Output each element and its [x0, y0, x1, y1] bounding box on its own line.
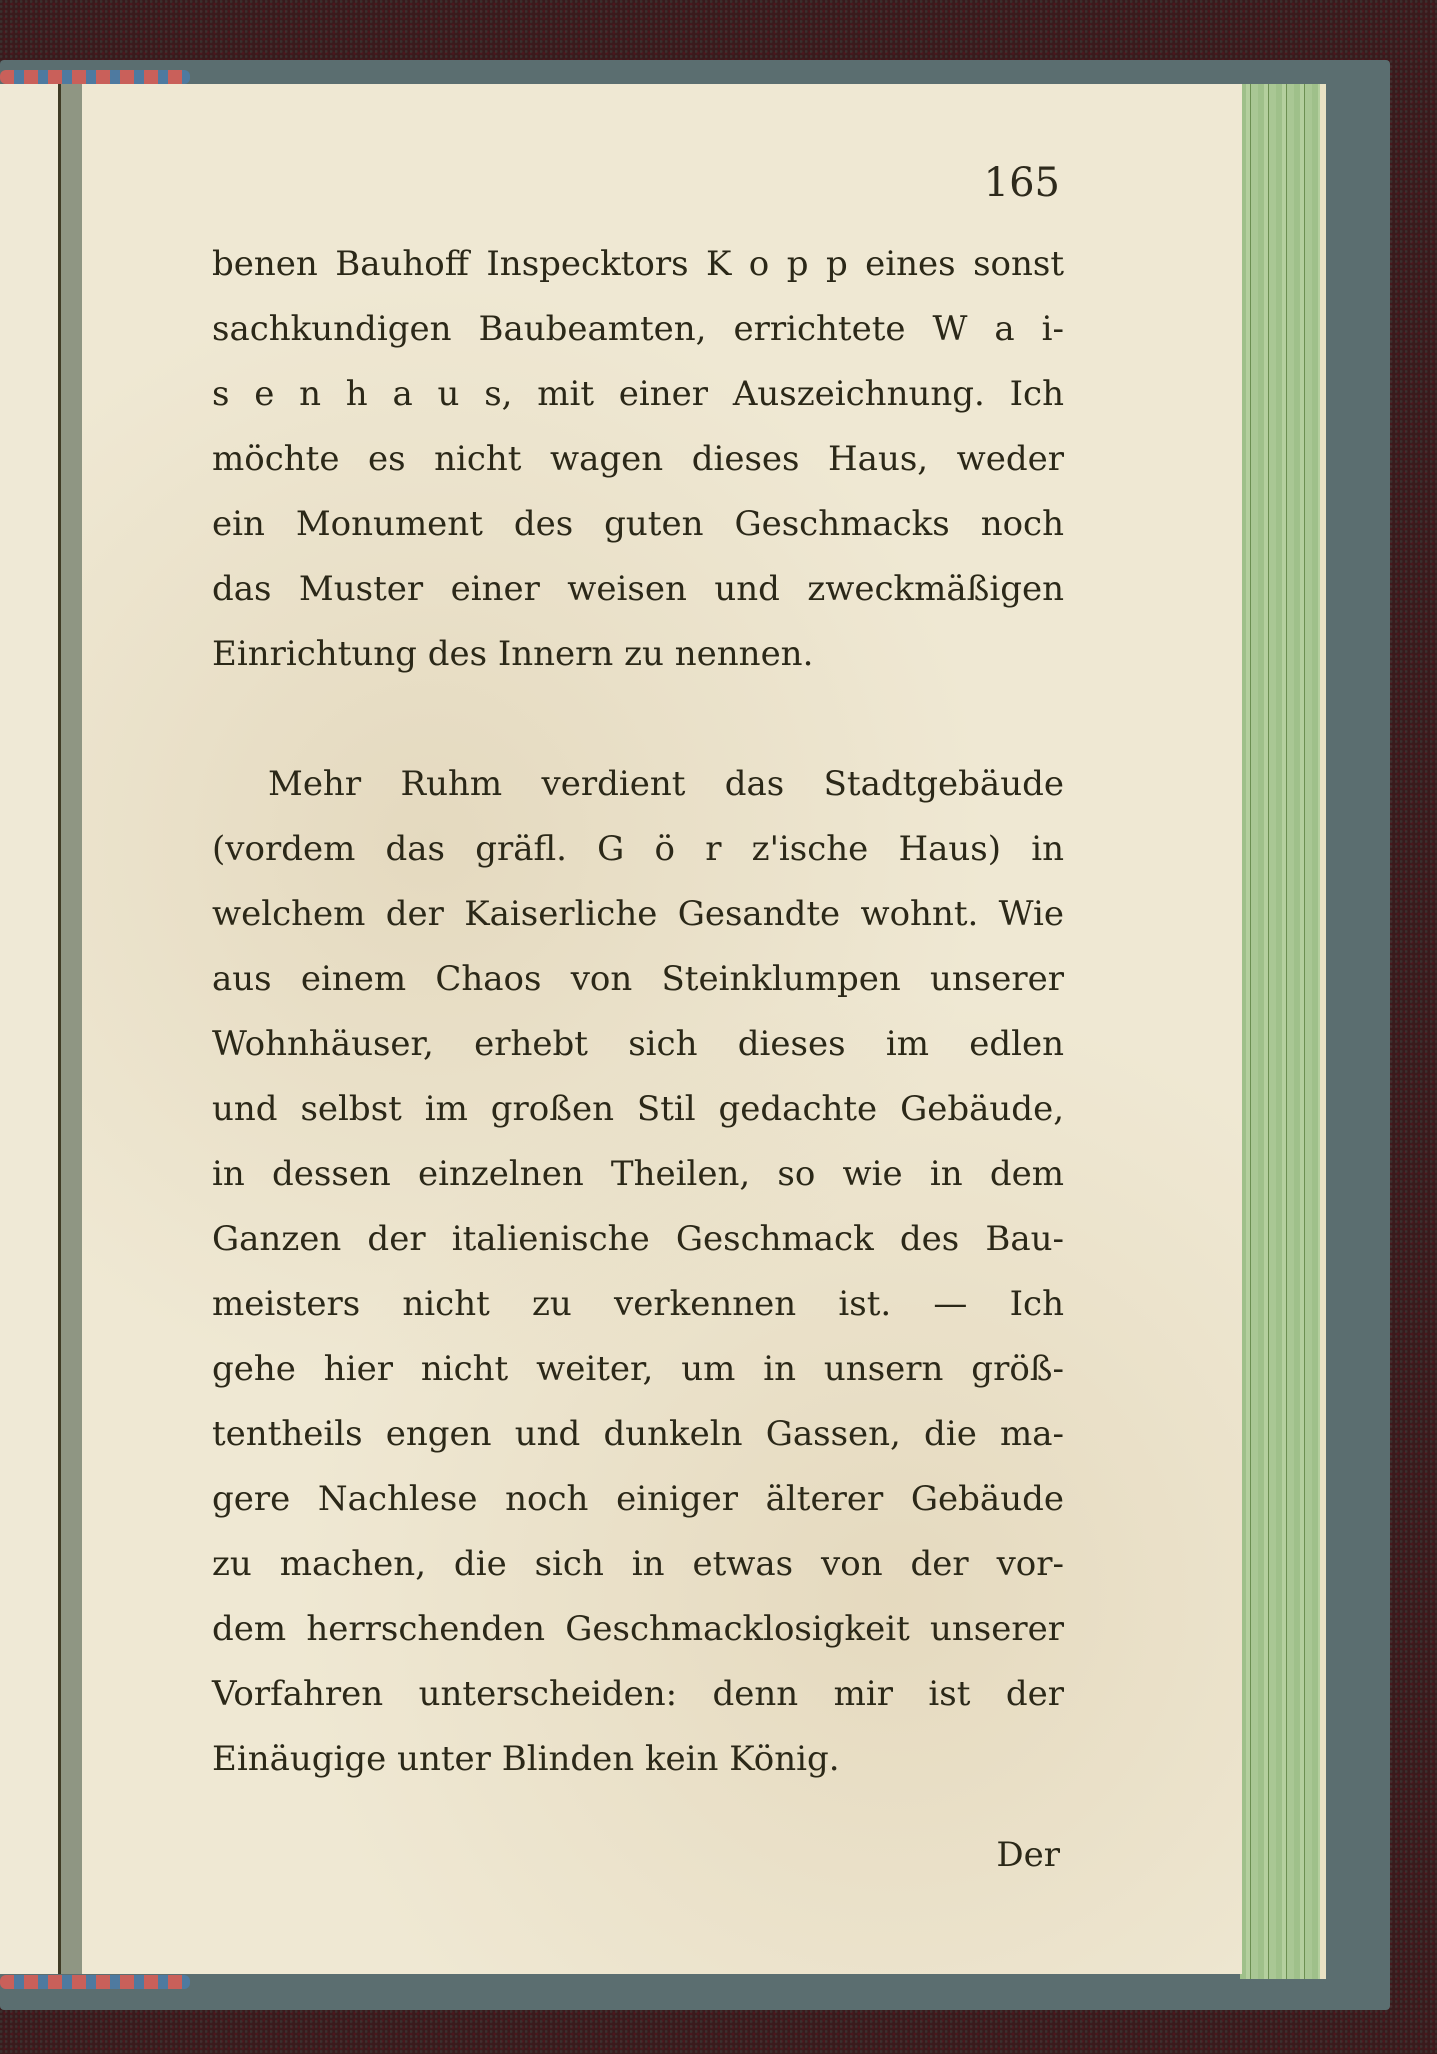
text-line: sachkundigen Baubeamten, errichtete W a i-	[212, 309, 1064, 349]
text-line: gere Nachlese noch einiger älterer Gebäude	[212, 1479, 1064, 1519]
page-number: 165	[983, 160, 1060, 206]
text-line: (vordem das gräfl. G ö r z'ische Haus) in	[212, 829, 1064, 869]
page-text	[212, 232, 1064, 1792]
page-edges-green	[1240, 84, 1320, 1979]
text-line: Mehr Ruhm verdient das Stadtgebäude	[268, 764, 1064, 804]
text-line: tentheils engen und dunkeln Gassen, die ma-	[212, 1414, 1064, 1454]
headband-bottom	[0, 1975, 190, 1989]
text-line: benen Bauhoff Inspecktors K o p p eines sonst	[212, 244, 1064, 284]
text-line: ein Monument des guten Geschmacks noch	[212, 504, 1064, 544]
paragraph-gap	[212, 687, 1064, 752]
headband-top	[0, 70, 190, 84]
paragraph-2	[212, 752, 1064, 1792]
text-line: möchte es nicht wagen dieses Haus, weder	[212, 439, 1064, 479]
text-line: gehe hier nicht weiter, um in unsern größ-	[212, 1349, 1064, 1389]
text-line: Einäugige unter Blinden kein König.	[212, 1739, 840, 1779]
text-line: s e n h a u s, mit einer Auszeichnung. Ich	[212, 374, 1064, 414]
text-line: das Muster einer weisen und zweckmäßigen	[212, 569, 1064, 609]
page-edge-cream	[1320, 84, 1326, 1979]
text-line: Wohnhäuser, erhebt sich dieses im edlen	[212, 1024, 1064, 1064]
text-line: welchem der Kaiserliche Gesandte wohnt. Wie	[212, 894, 1064, 934]
text-line: Vorfahren unterscheiden: denn mir ist der	[212, 1674, 1064, 1714]
catchword: Der	[996, 1835, 1060, 1875]
text-line: in dessen einzelnen Theilen, so wie in dem	[212, 1154, 1064, 1194]
book-gutter	[58, 84, 82, 1974]
text-line: zu machen, die sich in etwas von der vor-	[212, 1544, 1064, 1584]
facing-page-edge	[0, 84, 58, 1974]
text-line: aus einem Chaos von Steinklumpen unserer	[212, 959, 1064, 999]
paragraph-1	[212, 232, 1064, 687]
text-line: dem herrschenden Geschmacklosigkeit unserer	[212, 1609, 1064, 1649]
text-line: und selbst im großen Stil gedachte Gebäude,	[212, 1089, 1064, 1129]
text-line: Ganzen der italienische Geschmack des Bau-	[212, 1219, 1064, 1259]
text-line: Einrichtung des Innern zu nennen.	[212, 634, 814, 674]
text-line: meisters nicht zu verkennen ist. — Ich	[212, 1284, 1064, 1324]
